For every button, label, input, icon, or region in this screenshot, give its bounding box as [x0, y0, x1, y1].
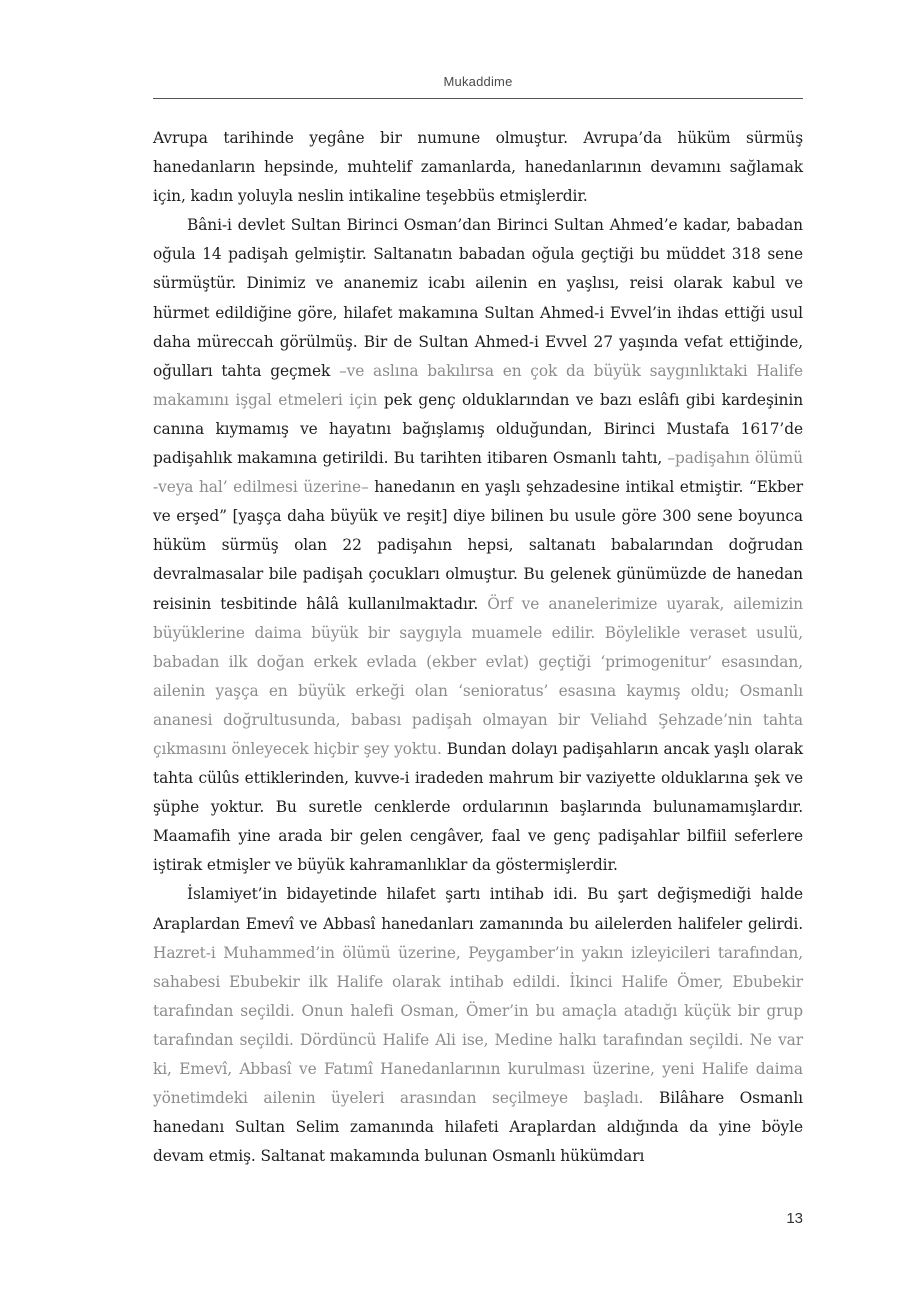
paragraph-3: [153, 880, 803, 1171]
gray-text-segment: Hazret-i Muhammed’in ölümü üzerine, Peygamber’in yakın izleyicileri tarafından, sahabesi Ebubekir ilk Halife olarak intihab edildi. İkinci Halife Ömer, Ebubekir tarafından seçildi. Onun halefi Osman, Ömer’in bu amaçla atadığı küçük bir grup tarafından seçildi. Dördüncü Halife Ali ise, Medine halkı tarafından seçildi. Ne var ki, Emevî, Abbasî ve Fatımî Hanedanlarının kurulması üzerine, yeni Halife daima yönetimdeki ailenin üyeleri arasından seçilmeye başladı.: [153, 943, 803, 1108]
gray-text-segment: Örf ve ananelerimize uyarak, ailemizin büyüklerine daima büyük bir saygıyla muamele edilir. Böylelikle veraset usulü, babadan ilk doğan erkek evlada (ekber evlat) geçtiği ‘primogenitur’ esasından, ailenin yaşça en büyük erkeği olan ‘senioratus’ esasına kaymış oldu; Osmanlı ananesi doğrultusunda, babası padişah olmayan bir Veliahd Şehzade’nin tahta çıkmasını önleyecek hiçbir şey yoktu.: [153, 594, 803, 758]
header-rule: [153, 98, 803, 99]
text-segment: Avrupa tarihinde yegâne bir numune olmuştur. Avrupa’da hüküm sürmüş hanedanların hepsinde, muhtelif zamanlarda, hanedanlarının devamını sağlamak için, kadın yoluyla neslin intikaline teşebbüs etmişlerdir.: [153, 129, 803, 206]
paragraph-2: [153, 211, 803, 880]
body-text: [153, 124, 803, 1171]
gray-text-segment: –ve aslına bakılırsa en çok da büyük saygınlıktaki Halife makamını işgal etmeleri için: [153, 361, 803, 409]
text-segment: Bilâhare Osmanlı hanedanı Sultan Selim zamanında hilafeti Araplardan aldığında da yine böyle devam etmiş. Saltanat makamında bulunan Osmanlı hükümdarı: [153, 1089, 804, 1166]
paragraph-1: [153, 124, 803, 211]
text-segment: Bundan dolayı padişahların ancak yaşlı olarak tahta cülûs ettiklerinden, kuvve-i iradeden mahrum bir vaziyette olduklarına şek ve şüphe yoktur. Bu suretle cenklerde ordularının başlarında bulunamamışlardır. Maamafih yine arada bir gelen cengâver, faal ve genç padişahlar bilfiil seferlere iştirak etmişler ve büyük kahramanlıklar da göstermişlerdir.: [153, 739, 803, 875]
page-number: 13: [786, 1210, 803, 1227]
gray-text-segment: –padişahın ölümü -veya hal’ edilmesi üzerine–: [153, 449, 803, 497]
text-segment: İslamiyet’in bidayetinde hilafet şartı intihab idi. Bu şart değişmediği halde Araplardan Emevî ve Abbasî hanedanları zamanında bu ailelerden halifeler gelirdi.: [153, 885, 803, 933]
running-head: Mukaddime: [443, 74, 513, 89]
text-segment: Bâni-i devlet Sultan Birinci Osman’dan Birinci Sultan Ahmed’e kadar, babadan oğula 14 padişah gelmiştir. Saltanatın babadan oğula geçtiği bu müddet 318 sene sürmüştür. Dinimiz ve ananemiz icabı ailenin en yaşlısı, reisi olarak kabul ve hürmet edildiğine göre, hilafet makamına Sultan Ahmed-i Evvel’in ihdas ettiği usul daha müreccah görülmüş. Bir de Sultan Ahmed-i Evvel 27 yaşında vefat ettiğinde, oğulları tahta geçmek: [153, 216, 803, 380]
text-segment: hanedanın en yaşlı şehzadesine intikal etmiştir. “Ekber ve erşed” [yaşça daha büyük ve reşit] diye bilinen bu usule göre 300 sene boyunca hüküm sürmüş olan 22 padişahın hepsi, saltanatı babalarından doğrudan devralmasalar bile padişah çocukları olmuştur. Bu gelenek günümüzde de hanedan reisinin tesbitinde hâlâ kullanılmaktadır.: [153, 478, 803, 613]
text-segment: pek genç olduklarından ve bazı eslâfı gibi kardeşinin canına kıymamış ve hayatını bağışlamış olduğundan, Birinci Mustafa 1617’de padişahlık makamına getirildi. Bu tarihten itibaren Osmanlı tahtı,: [153, 390, 804, 468]
